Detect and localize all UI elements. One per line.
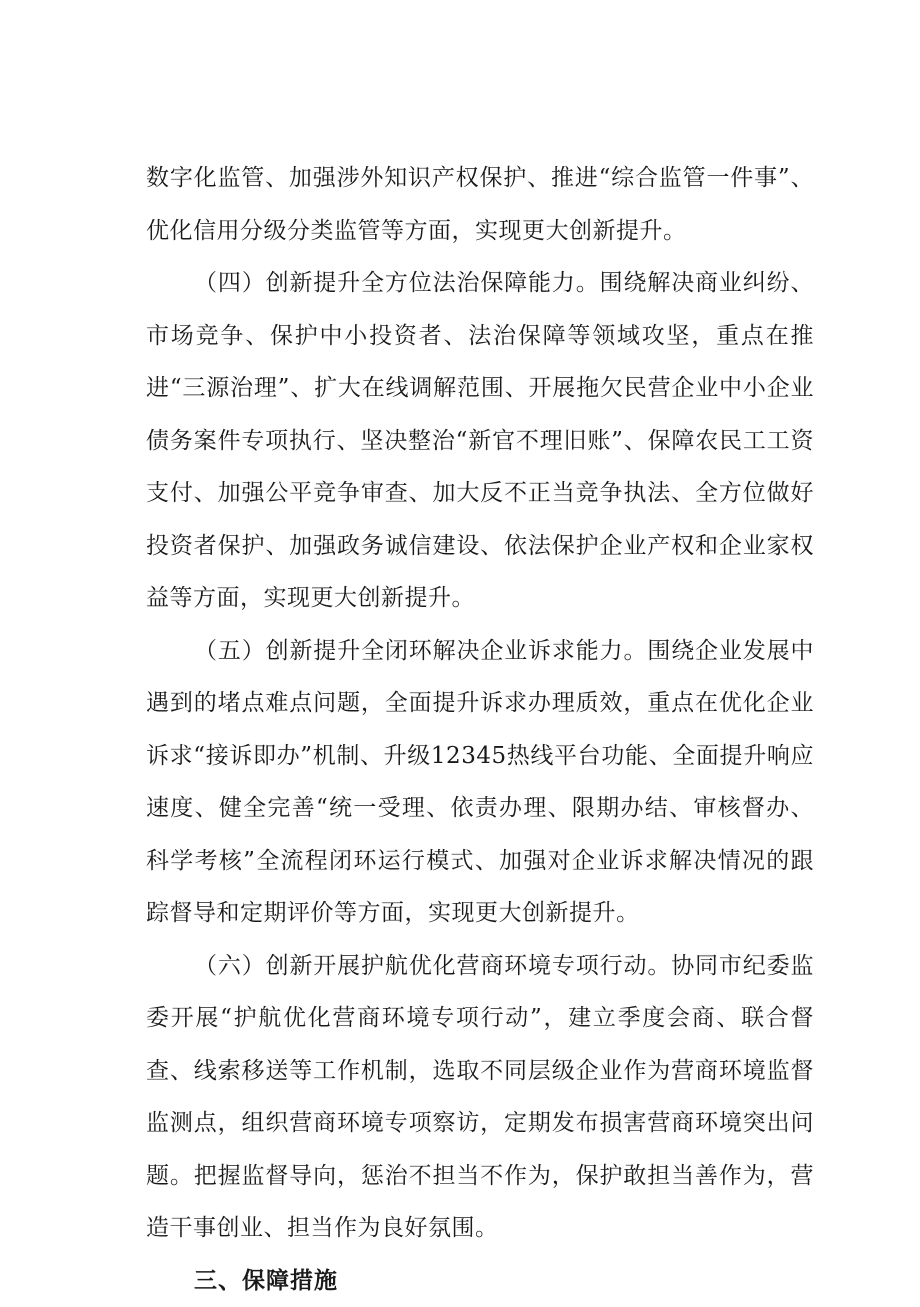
paragraph-section-4: （四）创新提升全方位法治保障能力。围绕解决商业纠纷、市场竞争、保护中小投资者、法治保障等领域攻坚，重点在推进“三源治理”、扩大在线调解范围、开展拖欠民营企业中小企业债务案件专项执行、坚决整治“新官不理旧账”、保障农民工工资支付、加强公平竞争审查、加大反不正当竞争执法、全方位做好投资者保护、加强政务诚信建设、依法保护企业产权和企业家权益等方面，实现更大创新提升。 [146,257,814,625]
section-heading: 三、保障措施 [146,1255,814,1307]
paragraph-continuation: 数字化监管、加强涉外知识产权保护、推进“综合监管一件事”、优化信用分级分类监管等方面，实现更大创新提升。 [146,152,814,257]
paragraph-section-5: （五）创新提升全闭环解决企业诉求能力。围绕企业发展中遇到的堵点难点问题，全面提升诉求办理质效，重点在优化企业诉求“接诉即办”机制、升级12345热线平台功能、全面提升响应速度、健全完善“统一受理、依责办理、限期办结、审核督办、科学考核”全流程闭环运行模式、加强对企业诉求解决情况的跟踪督导和定期评价等方面，实现更大创新提升。 [146,625,814,940]
paragraph-section-6: （六）创新开展护航优化营商环境专项行动。协同市纪委监委开展“护航优化营商环境专项行动”，建立季度会商、联合督查、线索移送等工作机制，选取不同层级企业作为营商环境监督监测点，组织营商环境专项察访，定期发布损害营商环境突出问题。把握监督导向，惩治不担当不作为，保护敢担当善作为，营造干事创业、担当作为良好氛围。 [146,940,814,1255]
document-body [146,152,814,1307]
